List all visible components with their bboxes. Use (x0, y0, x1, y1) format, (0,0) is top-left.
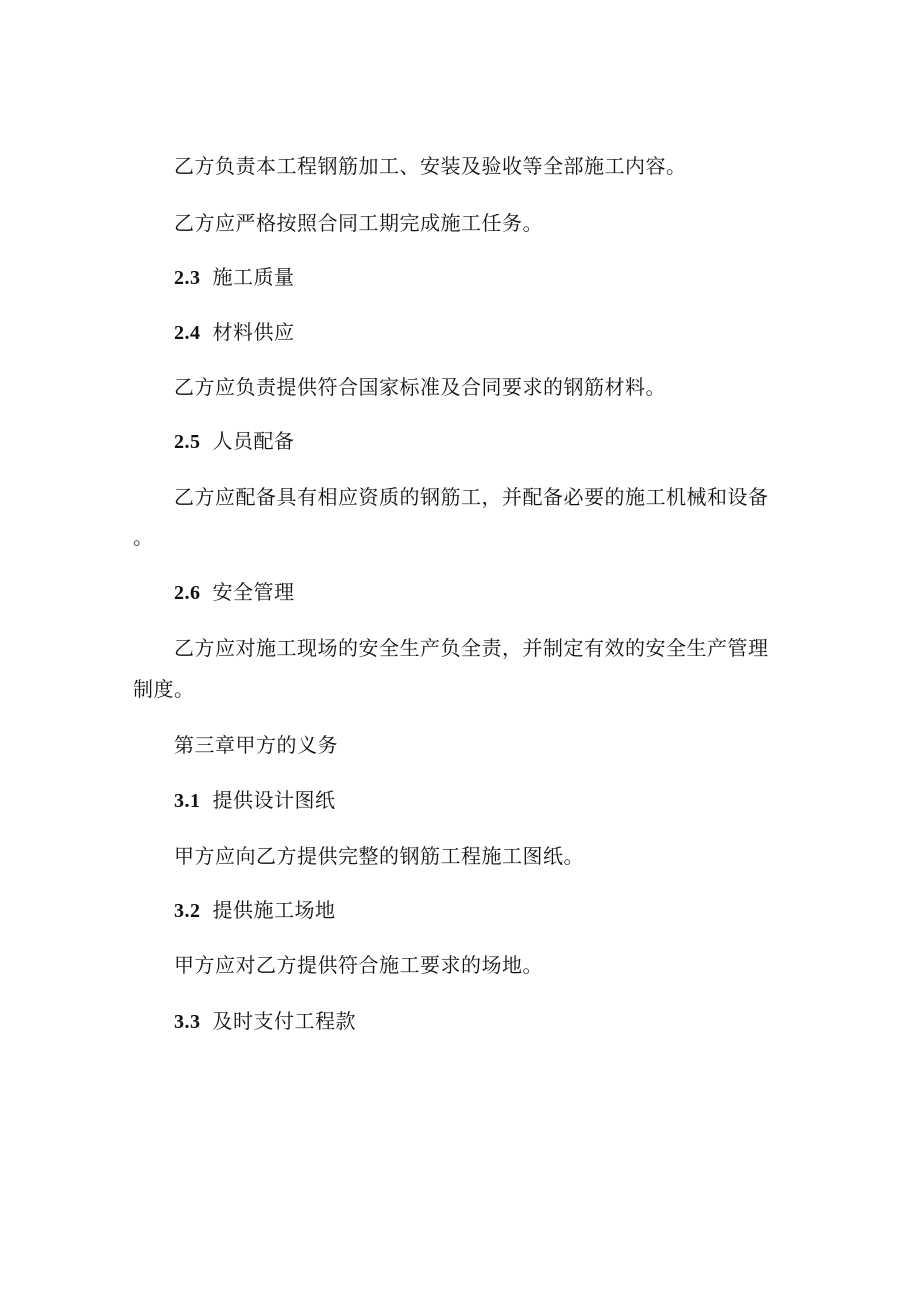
paragraph-line: 。 (133, 525, 154, 549)
chapter-title: 第三章甲方的义务 (174, 733, 338, 757)
paragraph-line: 乙方应对施工现场的安全生产负全责，并制定有效的安全生产管理 (174, 636, 769, 660)
section-title: 及时支付工程款 (212, 1009, 356, 1033)
paragraph: 乙方应严格按照合同工期完成施工任务。 (174, 211, 543, 235)
section-heading-2-4 (174, 320, 295, 345)
section-heading-2-3 (174, 265, 295, 290)
section-heading-2-6 (174, 580, 295, 605)
section-number: 3.2 (174, 900, 201, 922)
section-number: 2.4 (174, 322, 201, 344)
section-number: 2.5 (174, 431, 201, 453)
section-title: 施工质量 (212, 265, 295, 289)
paragraph-line: 乙方应配备具有相应资质的钢筋工，并配备必要的施工机械和设备 (174, 485, 769, 509)
section-number: 2.3 (174, 267, 201, 289)
paragraph: 乙方负责本工程钢筋加工、安装及验收等全部施工内容。 (174, 154, 687, 178)
paragraph: 甲方应向乙方提供完整的钢筋工程施工图纸。 (174, 844, 584, 868)
section-number: 2.6 (174, 582, 201, 604)
section-title: 材料供应 (212, 320, 295, 344)
section-title: 提供施工场地 (212, 898, 336, 922)
paragraph: 甲方应对乙方提供符合施工要求的场地。 (174, 953, 543, 977)
section-heading-2-5 (174, 429, 295, 454)
section-title: 人员配备 (212, 429, 295, 453)
section-number: 3.3 (174, 1011, 201, 1033)
section-number: 3.1 (174, 790, 201, 812)
section-title: 提供设计图纸 (212, 788, 336, 812)
section-heading-3-1 (174, 788, 336, 813)
section-heading-3-3 (174, 1009, 356, 1034)
paragraph-line: 制度。 (133, 677, 195, 701)
paragraph: 乙方应负责提供符合国家标准及合同要求的钢筋材料。 (174, 375, 666, 399)
section-heading-3-2 (174, 898, 336, 923)
section-title: 安全管理 (212, 580, 295, 604)
